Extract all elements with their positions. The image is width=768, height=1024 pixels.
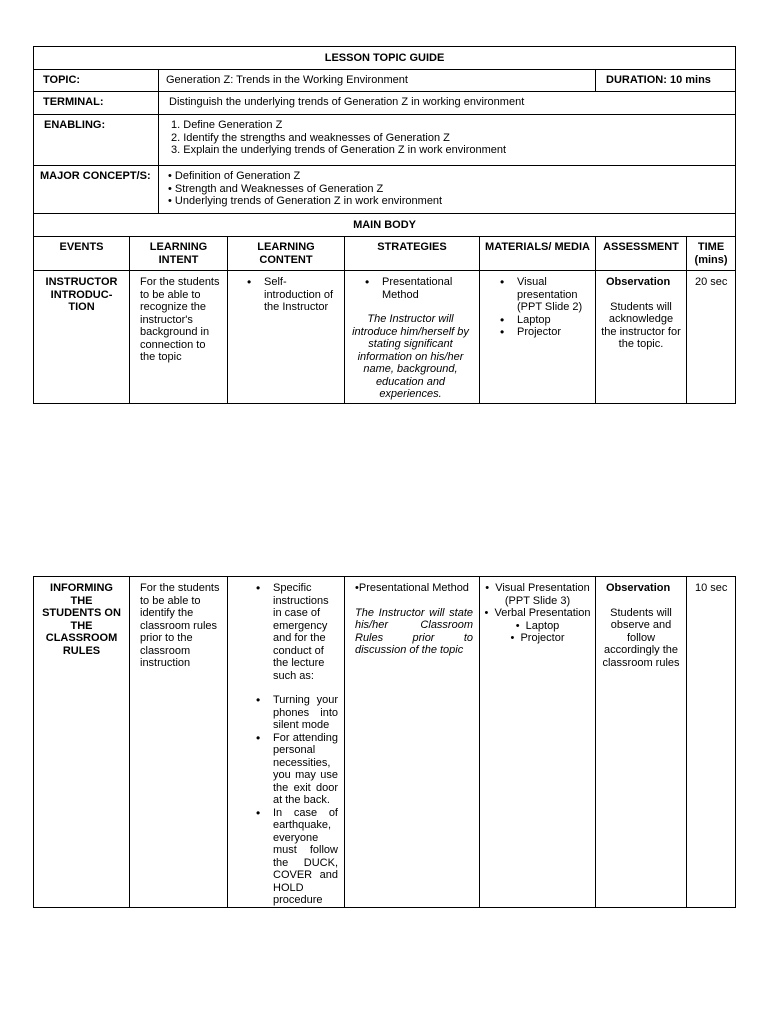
strategy-list [365,276,473,301]
enabling-item: Identify the strengths and weaknesses of Generation Z [183,131,450,144]
enabling-item: Define Generation Z [183,119,283,131]
materials-list [484,582,591,645]
header-content: LEARNING CONTENT [228,237,345,271]
content-cell [228,271,345,404]
event-cell: INSTRUCTOR INTRODUC-TION [34,271,130,404]
concept-item: • Strength and Weaknesses of Generation Z [168,183,735,196]
content-item: • For attending personal necessities, you may use the exit door at the back. [256,732,338,807]
content-intro: • Specific instructions in case of emergency and for the conduct of the lecture such as: [256,582,338,682]
strategy-title: Presentational Method [358,582,469,594]
material-item: • Laptop [500,314,591,327]
concepts-list [168,170,735,208]
content-cell [228,577,345,908]
material-item: • Verbal Presentation [484,607,591,620]
assessment-title: Observation [606,582,671,594]
lesson-guide-table [33,46,736,404]
content-sublist [256,694,338,907]
assessment-cell [596,577,687,908]
enabling-list [171,119,735,157]
topic-label: TOPIC: [34,70,159,92]
assessment-desc: Students will acknowledge the instructor for the topic. [601,300,681,350]
content-list [256,582,338,682]
event-cell: INFORMING THE STUDENTS ON THE CLASSROOM RULES [34,577,130,908]
concept-item: • Underlying trends of Generation Z in work environment [168,195,735,208]
header-intent: LEARNING INTENT [130,237,228,271]
materials-list [500,276,591,339]
enabling-label: ENABLING: [34,115,159,166]
material-item: • Visual presentation (PPT Slide 2) [500,276,591,314]
content-item: • In case of earthquake, everyone must follow the DUCK, COVER and HOLD procedure [256,807,338,907]
content-list [247,276,340,314]
concept-item: • Definition of Generation Z [168,170,735,183]
assessment-desc: Students will observe and follow accordingly the classroom rules [602,606,680,669]
time-cell: 10 sec [687,577,736,908]
main-body-heading: MAIN BODY [34,214,736,237]
material-item: • Projector [484,632,591,645]
header-time: TIME (mins) [687,237,736,271]
header-materials: MATERIALS/ MEDIA [480,237,596,271]
assessment-title: Observation [606,276,671,288]
intent-cell: For the students to be able to identify the classroom rules prior to the classroom instruction [130,577,228,908]
strategy-desc: The Instructor will state his/her Classroom Rules prior to discussion of the topic [355,606,473,656]
bullet-icon: • [355,582,359,594]
content-item: • Self-introduction of the Instructor [247,276,340,314]
strategy-cell [345,271,480,404]
intent-cell: For the students to be able to recognize the instructor's background in connection to the topic [130,271,228,404]
strategy-desc: The Instructor will introduce him/herself by stating significant information on his/her name, background, education and experiences. [352,313,469,400]
enabling-list-cell [159,115,736,166]
material-item: • Projector [500,326,591,339]
terminal-label: TERMINAL: [34,92,159,115]
assessment-cell [596,271,687,404]
header-events: EVENTS [34,237,130,271]
header-strategies: STRATEGIES [345,237,480,271]
strategy-title: • Presentational Method [365,276,473,301]
topic-value: Generation Z: Trends in the Working Environment [159,70,596,92]
material-item: • Laptop [484,620,591,633]
content-item: • Turning your phones into silent mode [256,694,338,732]
strategy-cell [345,577,480,908]
header-assessment: ASSESSMENT [596,237,687,271]
enabling-item: Explain the underlying trends of Generation Z in work environment [183,144,507,156]
materials-cell [480,271,596,404]
material-item: • Visual Presentation (PPT Slide 3) [484,582,591,607]
concepts-list-cell [159,166,736,214]
strategy-title-wrap [355,582,473,595]
materials-cell [480,577,596,908]
lesson-guide-table-continued [33,576,736,908]
concepts-label: MAJOR CONCEPT/S: [34,166,159,214]
duration: DURATION: 10 mins [596,70,736,92]
guide-title: LESSON TOPIC GUIDE [34,47,736,70]
terminal-value: Distinguish the underlying trends of Generation Z in working environment [159,92,736,115]
time-cell: 20 sec [687,271,736,404]
